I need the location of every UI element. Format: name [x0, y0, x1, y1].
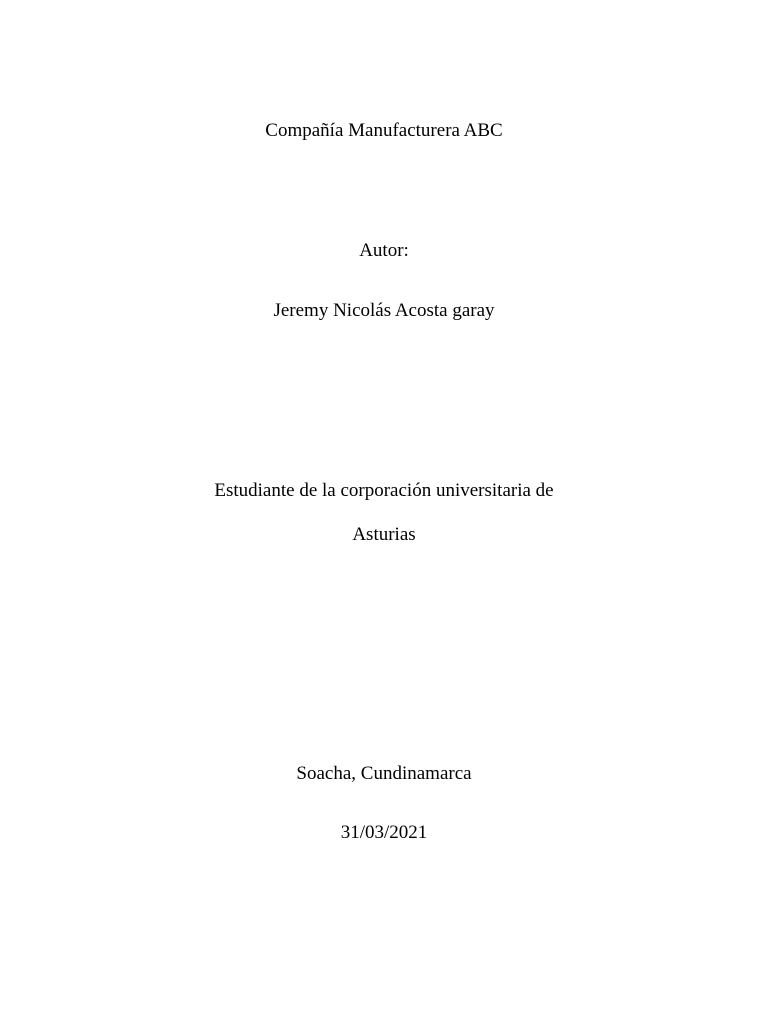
author-label: Autor: — [359, 240, 409, 261]
author-name: Jeremy Nicolás Acosta garay — [273, 300, 495, 321]
document-title: Compañía Manufacturera ABC — [265, 120, 503, 141]
location: Soacha, Cundinamarca — [296, 763, 472, 784]
affiliation-line-1: Estudiante de la corporación universitaria de — [214, 480, 554, 501]
date: 31/03/2021 — [340, 822, 428, 843]
affiliation-line-2: Asturias — [352, 524, 416, 545]
